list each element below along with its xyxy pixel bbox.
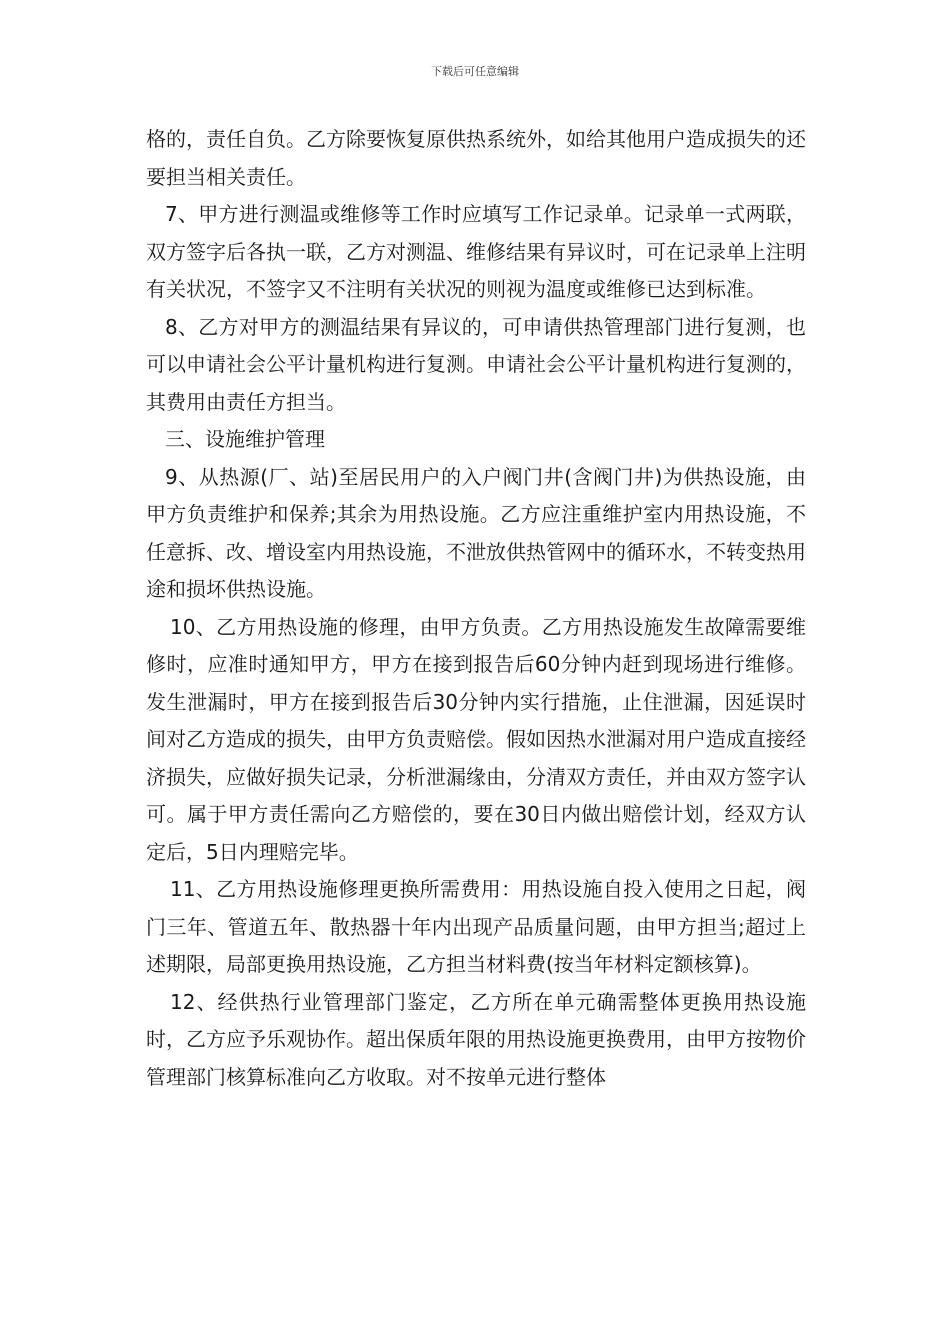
page-header: 下载后可任意编辑 <box>431 65 519 78</box>
paragraph-clause-9: 9、从热源(厂、站)至居民用户的入户阀门井(含阀门井)为供热设施，由甲方负责维护和保养;其余为用热设施。乙方应注重维护室内用热设施，不任意拆、改、增设室内用热设施，不泄放供热管网中的循环水，不转变热用途和损坏供热设施。 <box>146 464 806 601</box>
document-body <box>146 121 806 1096</box>
paragraph-clause-10: 10、乙方用热设施的修理，由甲方负责。乙方用热设施发生故障需要维修时，应准时通知甲方，甲方在接到报告后60分钟内赶到现场进行维修。发生泄漏时，甲方在接到报告后30分钟内实行措施，止住泄漏，因延误时间对乙方造成的损失，由甲方负责赔偿。假如因热水泄漏对用户造成直接经济损失，应做好损失记录，分析泄漏缘由，分清双方责任，并由双方签字认可。属于甲方责任需向乙方赔偿的，要在30日内做出赔偿计划，经双方认定后，5日内理赔完毕。 <box>146 614 806 864</box>
paragraph-clause-7: 7、甲方进行测温或维修等工作时应填写工作记录单。记录单一式两联，双方签字后各执一联，乙方对测温、维修结果有异议时，可在记录单上注明有关状况，不签字又不注明有关状况的则视为温度或维修已达到标准。 <box>146 202 806 301</box>
paragraph-continuation: 格的，责任自负。乙方除要恢复原供热系统外，如给其他用户造成损失的还要担当相关责任。 <box>146 127 806 189</box>
paragraph-clause-8: 8、乙方对甲方的测温结果有异议的，可申请供热管理部门进行复测，也可以申请社会公平计量机构进行复测。申请社会公平计量机构进行复测的，其费用由责任方担当。 <box>146 314 806 414</box>
paragraph-clause-11: 11、乙方用热设施修理更换所需费用：用热设施自投入使用之日起，阀门三年、管道五年、散热器十年内出现产品质量问题，由甲方担当;超过上述期限，局部更换用热设施，乙方担当材料费(按当年材料定额核算)。 <box>146 877 806 976</box>
section-heading-facility-maintenance: 三、设施维护管理 <box>165 427 325 451</box>
paragraph-clause-12: 12、经供热行业管理部门鉴定，乙方所在单元确需整体更换用热设施时，乙方应予乐观协作。超出保质年限的用热设施更换费用，由甲方按物价管理部门核算标准向乙方收取。对不按单元进行整体 <box>146 989 806 1089</box>
